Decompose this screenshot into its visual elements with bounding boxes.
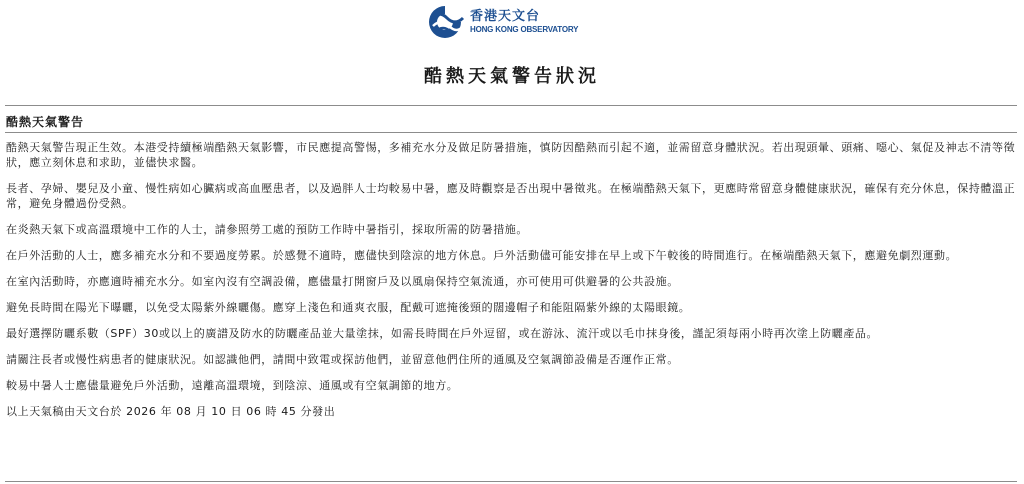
paragraph-sun-exposure: 避免長時間在陽光下曝曬，以免受太陽紫外線曬傷。應穿上淺色和通爽衣服，配戴可遮掩後頸的闊邊帽子和能阻隔紫外線的太陽眼鏡。 xyxy=(6,301,691,314)
paragraph-care-for-elderly: 請關注長者或慢性病患者的健康狀況。如認識他們，請間中致電或探訪他們，並留意他們住所的通風及空氣調節設備是否運作正常。 xyxy=(6,353,679,366)
heading-divider xyxy=(5,132,1017,133)
footer-divider xyxy=(5,481,1017,482)
page-title: 酷熱天氣警告狀況 xyxy=(424,66,600,87)
title-divider xyxy=(5,105,1017,106)
hko-emblem-icon xyxy=(425,4,465,40)
paragraph-sunscreen: 最好選擇防曬系數（SPF）30或以上的廣譜及防水的防曬產品並大量塗抹，如需長時間在戶外逗留，或在游泳、流汗或以毛巾抹身後，謹記須每兩小時再次塗上防曬產品。 xyxy=(6,327,879,340)
warning-content xyxy=(6,140,1016,430)
paragraph-indoor-activities: 在室內活動時，亦應適時補充水分。如室內沒有空調設備，應儘量打開窗戶及以風扇保持空氣流通，亦可使用可供避暑的公共設施。 xyxy=(6,275,679,288)
paragraph-outdoor-workers: 在炎熱天氣下或高溫環境中工作的人士，請參照勞工處的預防工作時中暑指引，採取所需的防暑措施。 xyxy=(6,223,528,236)
paragraph-warning-in-force: 酷熱天氣警告現正生效。本港受持續極端酷熱天氣影響，市民應提高警惕，多補充水分及做足防暑措施，慎防因酷熱而引起不適，並需留意身體狀況。若出現頭暈、頭痛、噁心、氣促及神志不清等徵狀，應立刻休息和求助，並儘快求醫。 xyxy=(6,141,1016,169)
hko-logo[interactable] xyxy=(425,4,578,40)
paragraph-vulnerable-groups: 長者、孕婦、嬰兒及小童、慢性病如心臟病或高血壓患者，以及過胖人士均較易中暑，應及時觀察是否出現中暑徵兆。在極端酷熱天氣下，更應時常留意身體健康狀況，確保有充分休息，保持體溫正常，避免身體過份受熱。 xyxy=(6,182,1016,210)
issue-time-statement: 以上天氣稿由天文台於 2026 年 08 月 10 日 06 時 45 分發出 xyxy=(6,405,336,418)
site-header xyxy=(0,0,1024,48)
logo-english-name: HONG KONG OBSERVATORY xyxy=(470,25,579,34)
logo-chinese-name: 香港天文台 xyxy=(470,9,541,24)
paragraph-avoid-outdoor: 較易中暑人士應儘量避免戶外活動，遠離高溫環境，到陰涼、通風或有空氣調節的地方。 xyxy=(6,379,459,392)
paragraph-outdoor-activities: 在戶外活動的人士，應多補充水分和不要過度勞累。於感覺不適時，應儘快到陰涼的地方休息。戶外活動儘可能安排在早上或下午較後的時間進行。在極端酷熱天氣下，應避免劇烈運動。 xyxy=(6,249,958,262)
section-heading: 酷熱天氣警告 xyxy=(6,115,85,129)
